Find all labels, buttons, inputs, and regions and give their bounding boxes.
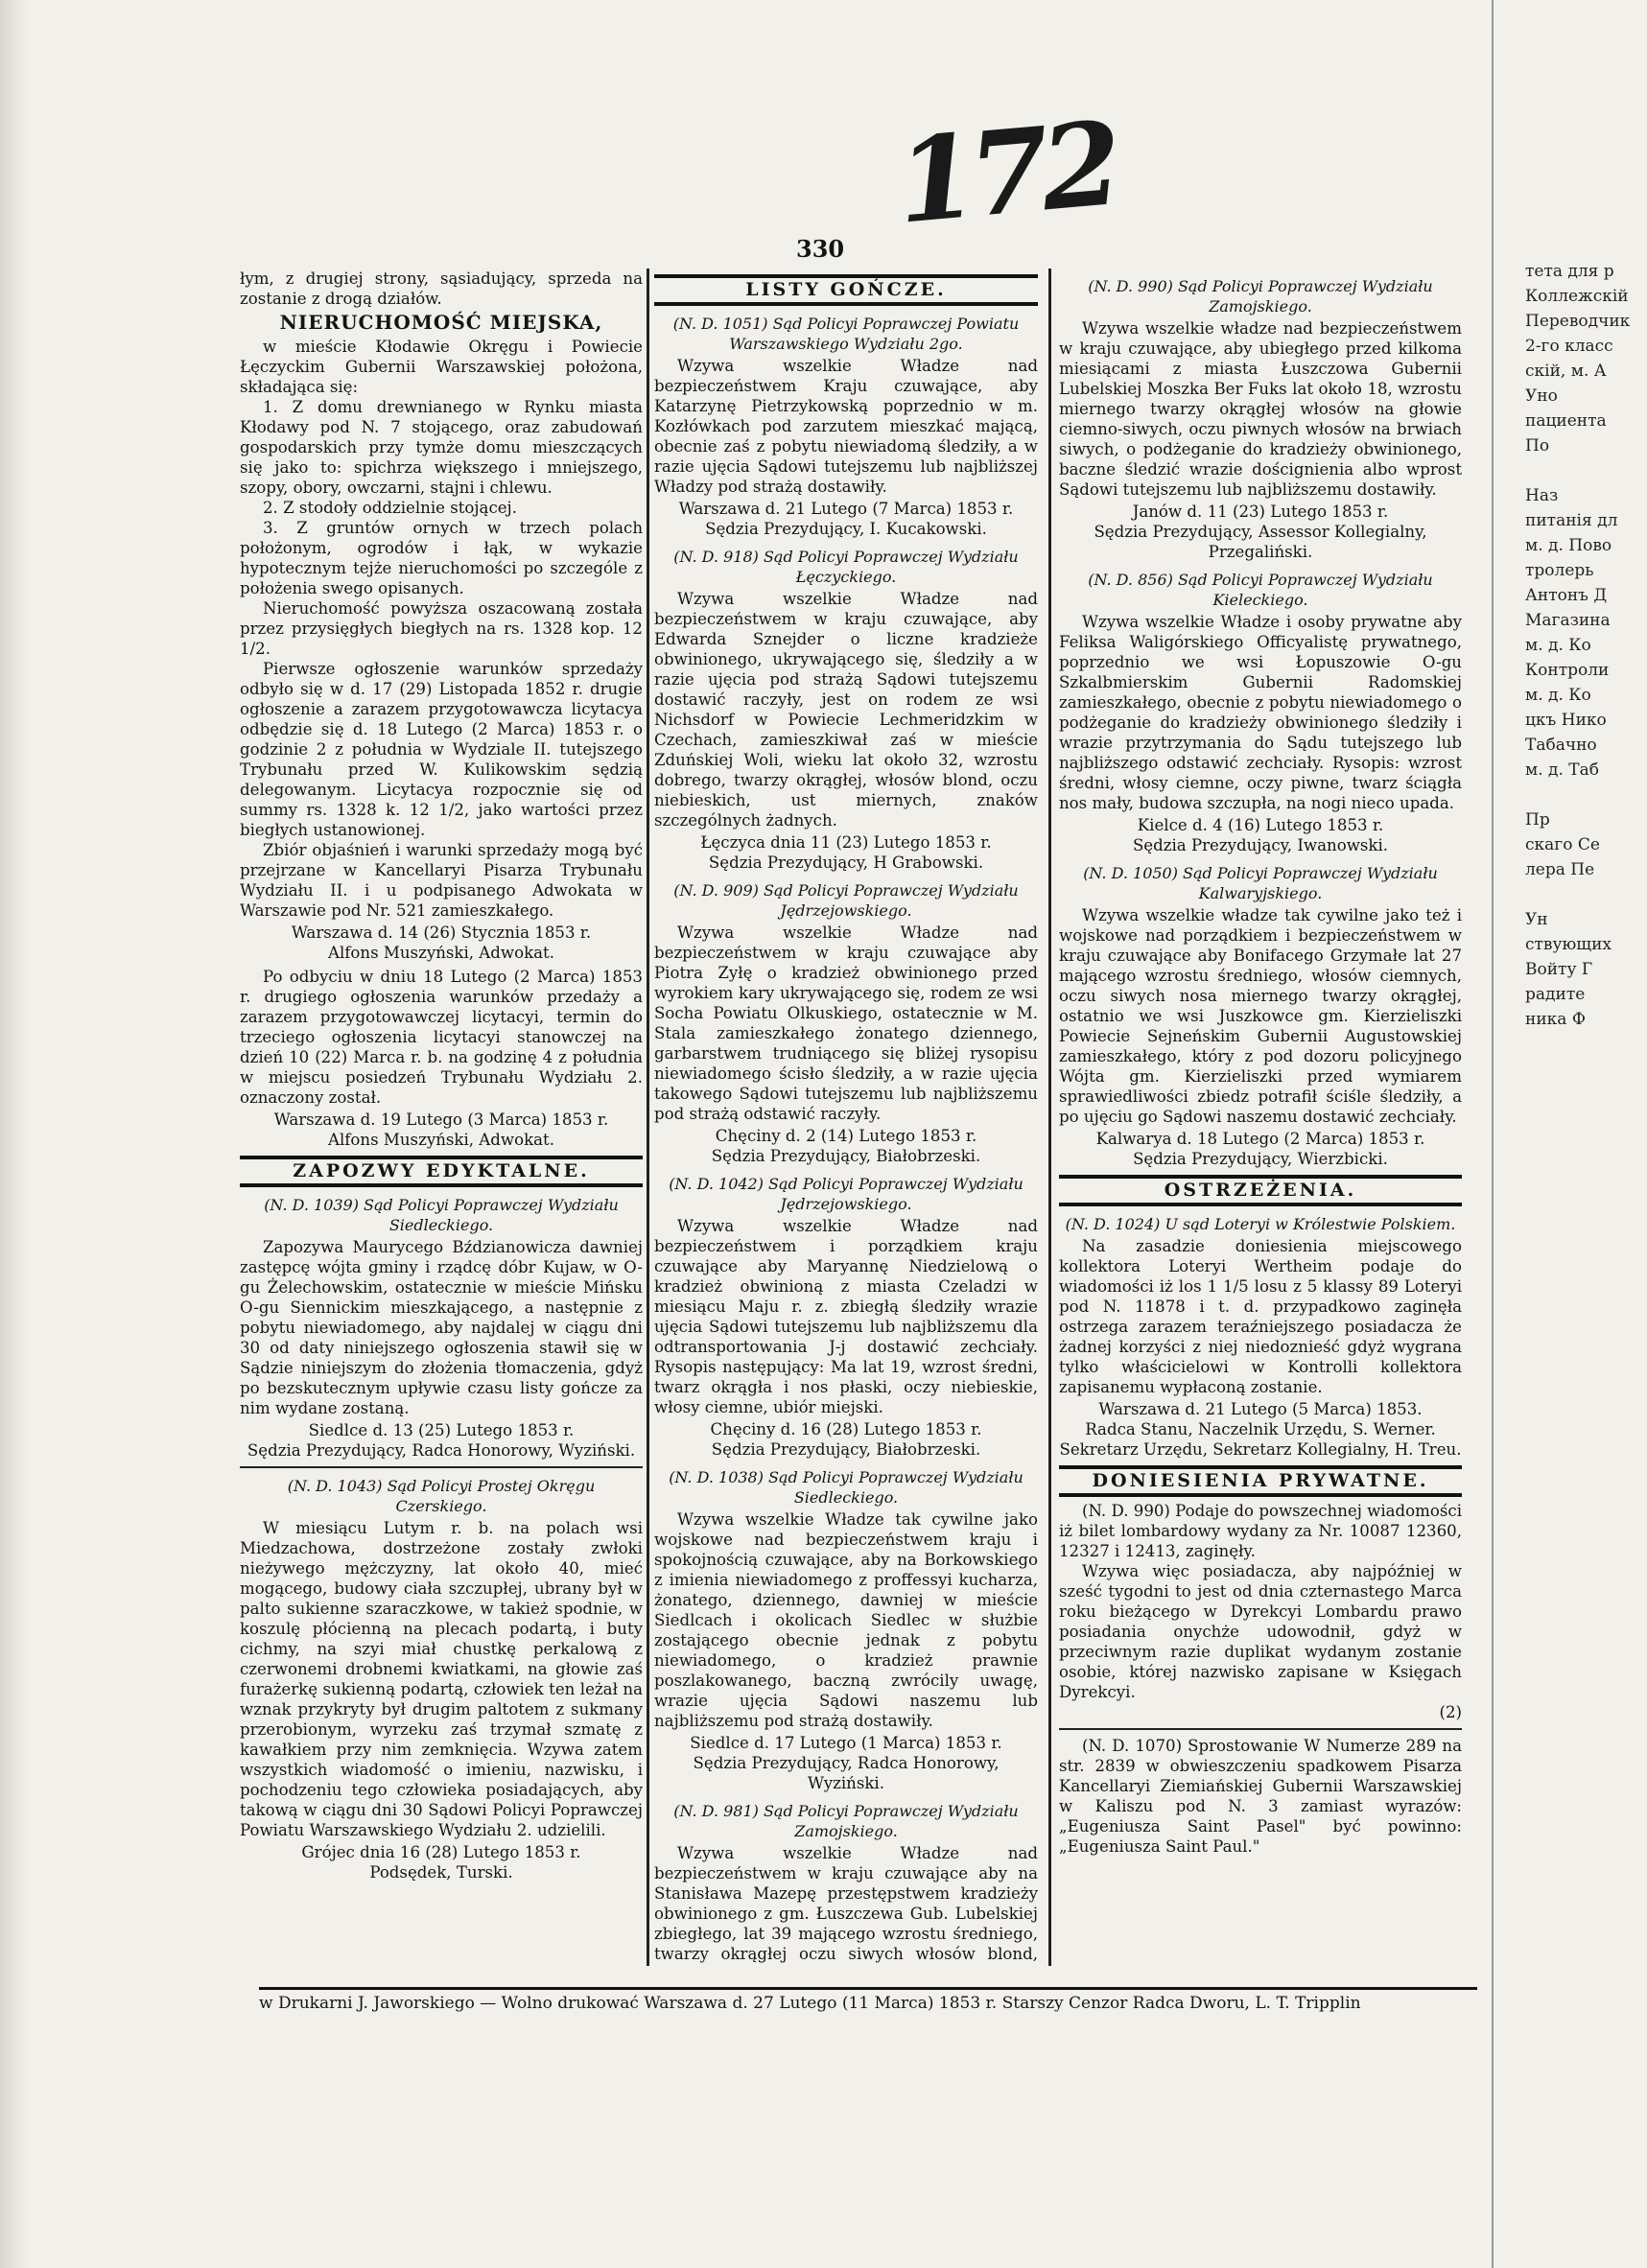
paragraph: Po odbyciu w dniu 18 Lutego (2 Marca) 1853 r. drugiego ogłoszenia warunków przedaży a zarazem przygotowawczej licytacyi, termin do trzeciego ogłoszenia licytacyi stanowczej na dzień 10 (22) Marca r. b. na godzinę 4 z południa w miejscu posiedzeń Trybunału Wydziału 2. oznaczony został. [240, 968, 643, 1107]
page-number: 330 [796, 235, 845, 263]
date-line: Warszawa d. 14 (26) Stycznia 1853 r. [291, 924, 592, 942]
adjacent-page-text [1525, 259, 1647, 2177]
signature: Sędzia Prezydujący, Białobrzeski. [711, 1147, 981, 1165]
signature: Sędzia Prezydujący, Wierzbicki. [1133, 1150, 1388, 1168]
notice-header: (N. D. 1042) Sąd Policyi Poprawczej Wydziału Jędrzejowskiego. [669, 1175, 1023, 1213]
date-line: Kalwarya d. 18 Lutego (2 Marca) 1853 r. [1095, 1130, 1425, 1148]
notice-header: (N. D. 990) Sąd Policyi Poprawczej Wydziału Zamojskiego. [1088, 277, 1433, 316]
divider [240, 1466, 643, 1468]
date-line: Grójec dnia 16 (28) Lutego 1853 r. [301, 1843, 581, 1861]
paragraph: 3. Z gruntów ornych w trzech polach położonym, ogrodów i łąk, w wykazie hypotecznym tejże nieruchomości po szczególe z położenia swego opisanych. [240, 519, 643, 597]
paragraph: Na zasadzie doniesienia miejscowego kollektora Loteryi Wertheim podaje do wiadomości iż los 1 1/5 losu z 5 klassy 89 Loteryi pod N. 11878 i t. d. przypadkowo zaginęła ostrzega zarazem teraźniejszego posiadacza że żadnej korzyści z niej niedoznieść gdyż wygrana tylko właścicielowi w Kontrolli kollektora zapisanemu wypłaconą zostanie. [1059, 1237, 1462, 1396]
adjacent-page-line: цкъ Нико [1525, 711, 1607, 730]
date-line: Chęciny d. 16 (28) Lutego 1853 r. [710, 1420, 982, 1438]
notice-header: (N. D. 1024) U sąd Loteryi w Królestwie Polskiem. [1065, 1215, 1456, 1233]
column-3 [1059, 269, 1462, 1966]
adjacent-page-line: Табачно [1525, 736, 1597, 755]
adjacent-page-line: пациента [1525, 411, 1607, 431]
adjacent-page-line [1525, 783, 1647, 807]
column-1 [240, 269, 643, 1966]
date-line: Siedlce d. 17 Lutego (1 Marca) 1853 r. [690, 1734, 1002, 1752]
paragraph: Wzywa wszelkie Władze i osoby prywatne aby Feliksa Waligórskiego Officyalistę prywatnego, poprzednio we wsi Łopuszowie O-gu Szkalbmierskim Gubernii Radomskiej zamieszkałego, obecnie z pobytu niewiadomego o podżeganie do kradzieży obwinionego śledziły i wrazie przytrzymania do Sądu tutejszego lub najbliższego odstawić zechciały. Rysopis: wzrost średni, włosy ciemne, oczy piwne, twarz ściągła nos mały, budowa szczupła, na nogi nieco upada. [1059, 613, 1462, 812]
page-edge [1492, 0, 1494, 2268]
handwritten-page-number: 172 [891, 96, 1120, 250]
adjacent-page-line: лера Пе [1525, 860, 1595, 879]
section-heading: NIERUCHOMOŚĆ MIEJSKA, [279, 311, 603, 334]
signature: Radca Stanu, Naczelnik Urzędu, S. Werner. Sekretarz Urzędu, Sekretarz Kollegialny, H. Treu. [1059, 1420, 1462, 1459]
adjacent-page-line [1525, 882, 1647, 907]
paragraph: Pierwsze ogłoszenie warunków sprzedaży odbyło się w d. 17 (29) Listopada 1852 r. drugie ogłoszenie a zarazem przygotowawcza licytacya odbędzie się d. 18 Lutego (2 Marca) 1853 r. o godzinie 2 z południa w Wydziale II. tutejszego Trybunału przed W. Kulikowskim sędzią delegowanym. Licytacya rozpocznie się od summy rs. 1328 k. 12 1/2, jako wartości przez biegłych ustanowionej. [240, 660, 643, 839]
signature: Podsędek, Turski. [369, 1863, 513, 1882]
notice-header: (N. D. 1051) Sąd Policyi Poprawczej Powiatu Warszawskiego Wydziału 2go. [672, 315, 1020, 353]
date-line: Siedlce d. 13 (25) Lutego 1853 r. [308, 1421, 575, 1439]
adjacent-page-line: ствующих [1525, 935, 1612, 954]
adjacent-page-line: Антонъ Д [1525, 586, 1608, 605]
signature: Sędzia Prezydujący, Radca Honorowy, Wyziński. [693, 1754, 1000, 1792]
adjacent-page-line: м. д. Ко [1525, 636, 1591, 655]
adjacent-page-line: тета для р [1525, 262, 1614, 281]
adjacent-page-line: Переводчик [1525, 312, 1631, 331]
signature: Sędzia Prezydujący, I. Kucakowski. [705, 520, 987, 538]
column-rule [647, 269, 649, 1966]
adjacent-page-line: Контроли [1525, 661, 1610, 680]
paragraph: Wzywa wszelkie władze nad bezpieczeństwem w kraju czuwające, aby ubiegłego przed kilkoma miesiącami z miasta Łuszczowa Gubernii Lubelskiej Moszka Ber Fuks lat około 18, wzrostu miernego twarzy okrągłej włosów na głowie ciemno-siwych, oczu piwnych włosów na brwiach siwych, o podżeganie do kradzieży obwinionego, baczne śledzić wrazie doścignienia albo wprost Sądowi tutejszemu lub najbliższemu dostawiły. [1059, 319, 1462, 499]
section-heading: ZAPOZWY EDYKTALNE. [240, 1156, 643, 1187]
adjacent-page-line: Уно [1525, 386, 1558, 406]
notice-header: (N. D. 1038) Sąd Policyi Poprawczej Wydziału Siedleckiego. [669, 1468, 1023, 1507]
notice-tag: (2) [1439, 1703, 1462, 1721]
notice-header: (N. D. 990) Podaje do powszechnej wiadomości iż bilet lombardowy wydany za Nr. 10087 12360, 12327 i 12413, zaginęły. [1059, 1502, 1462, 1560]
adjacent-page-line: питанія дл [1525, 511, 1618, 530]
paragraph: Wzywa wszelkie Władze nad bezpieczeństwem Kraju czuwające, aby Katarzynę Pietrzykowską poprzednio w m. Kozłówkach pod zarzutem mieszkać mającą, obecnie zaś z pobytu niewiadomą śledziły, a w razie ujęcia Sądowi tutejszemu lub najbliższej Władzy pod strażą dostawiły. [654, 357, 1038, 496]
paragraph: (N. D. 1070) Sprostowanie W Numerze 289 na str. 2839 w obwieszczeniu spadkowem Pisarza Kancellaryi Ziemiańskiej Gubernii Warszawskiej w Kaliszu pod N. 3 zamiast wyrazów: „Eugeniusza Saint Pasel" być powinno: „Eugeniusza Saint Paul." [1059, 1737, 1462, 1856]
signature: Sędzia Prezydujący, Białobrzeski. [711, 1440, 981, 1459]
column-rule [1048, 269, 1051, 1966]
signature: Alfons Muszyński, Adwokat. [327, 944, 554, 962]
date-line: Janów d. 11 (23) Lutego 1853 r. [1132, 503, 1389, 521]
divider [1059, 1728, 1462, 1730]
adjacent-page-line: Пр [1525, 810, 1550, 830]
signature: Sędzia Prezydujący, Radca Honorowy, Wyziński. [247, 1441, 636, 1460]
scan-shadow [0, 0, 29, 2268]
paragraph: 2. Z stodoły oddzielnie stojącej. [263, 499, 517, 517]
date-line: Warszawa d. 21 Lutego (7 Marca) 1853 r. [678, 500, 1014, 518]
date-line: Kielce d. 4 (16) Lutego 1853 r. [1137, 816, 1384, 834]
imprint-footer: w Drukarni J. Jaworskiego — Wolno drukować Warszawa d. 27 Lutego (11 Marca) 1853 r. Starszy Cenzor Radca Dworu, L. T. Tripplin [259, 1987, 1477, 2013]
date-line: Warszawa d. 19 Lutego (3 Marca) 1853 r. [273, 1111, 609, 1129]
adjacent-page-line: ника Ф [1525, 1010, 1586, 1029]
paragraph: 1. Z domu drewnianego w Rynku miasta Kłodawy pod N. 7 stojącego, oraz zabudowań gospodarskich przy tymże domu mieszczących się jako to: spichrza większego i mniejszego, szopy, obory, owczarni, stajni i chlewu. [240, 398, 643, 497]
section-heading: DONIESIENIA PRYWATNE. [1059, 1465, 1462, 1497]
paragraph: Wzywa wszelkie Władze nad bezpieczeństwem w kraju czuwające aby na Stanisława Mazepę przestępstwem kradzieży obwinionego z gm. Łuszczewa Gub. Lubelskiej zbiegłego, lat 39 mającego wzrostu średniego, twarzy okrągłej oczu siwych włosów blond, [654, 1844, 1038, 1963]
paragraph: W miesiącu Lutym r. b. na polach wsi Miedzachowa, dostrzeżone zostały zwłoki nieżywego mężczyzny, lat około 40, mieć mogącego, budowy ciała szczupłej, ubrany był w palto sukienne szaraczkowe, w takież spodnie, w koszulę płócienną na plecach podartą, i buty cichmy, na szyi miał chustkę perkalową z czerwonemi drobnemi kwiatkami, na głowie zaś furażerkę sukienną podartą, człowiek ten leżał na wznak przykryty był drugim paltotem z sukmany przerobionym, wyrzeku zaś trzymał szmatę z kawałkiem przy nim zemknięcia. Wzywa zatem wszystkich wiadomość o imieniu, nazwisku, i pochodzeniu tego człowieka posiadających, aby takową w ciągu dni 30 Sądowi Policyi Poprawczej Powiatu Warszawskiego Wydziału 2. udzielili. [240, 1519, 643, 1839]
adjacent-page-line [1525, 458, 1647, 483]
signature: Alfons Muszyński, Adwokat. [327, 1131, 554, 1149]
date-line: Warszawa d. 21 Lutego (5 Marca) 1853. [1098, 1400, 1423, 1418]
adjacent-page-line: скій, м. А [1525, 362, 1607, 381]
paragraph: Zapozywa Maurycego Bździanowicza dawniej zastępcę wójta gminy i rządcę dóbr Kujaw, w O-gu Żelechowskim, ostatecznie w mieście Mińsku O-gu Siennickim mieszkającego, a następnie z pobytu niewiadomego, aby najdalej w ciągu dni 30 od daty niniejszego ogłoszenia stawił się w Sądzie niniejszym do złożenia tłomaczenia, gdyż po bezskutecznym upływie czasu listy gończe za nim wydane zostaną. [240, 1238, 643, 1417]
signature: Sędzia Prezydujący, Assessor Kollegialny, Przegaliński. [1094, 523, 1427, 561]
date-line: Chęciny d. 2 (14) Lutego 1853 r. [715, 1127, 977, 1145]
paragraph: Wzywa wszelkie Władze nad bezpieczeństwem w kraju czuwające, aby Edwarda Sznejder o liczne kradzieże obwinionego, ukrywającego się, śledziły a w razie ujęcia pod strażą Sądowi tutejszemu dostawić raczyły, jest on rodem ze wsi Nichsdorf w Powiecie Lechmeridzkim w Czechach, zamieszkiwał zaś w mieście Zduńskiej Woli, wieku lat około 32, wzrostu dobrego, twarzy okrągłej, włosów blond, oczu niebieskich, ust miernych, znaków szczególnych żadnych. [654, 590, 1038, 830]
signature: Sędzia Prezydujący, Iwanowski. [1132, 836, 1389, 854]
paragraph: Wzywa wszelkie władze tak cywilne jako też i wojskowe nad porządkiem i bezpieczeństwem w kraju czuwające aby Bonifacego Grzymałe lat 27 mającego wzrostu średniego, włosów ciemnych, oczu siwych nosa miernego twarzy okrągłej, ostatnio we wsi Juszkowce gm. Kierzieliszki Powiecie Sejneńskim Gubernii Augustowskiej zamieszkałego, który z pod dozoru policyjnego Wójta gm. Kierzieliszki przed wymiarem sprawiedliwości zbiedz potrafił ściśle śledziły, a po ujęciu go Sądowi naszemu dostawić zechciały. [1059, 906, 1462, 1126]
notice-header: (N. D. 909) Sąd Policyi Poprawczej Wydziału Jędrzejowskiego. [673, 881, 1019, 920]
adjacent-page-line: Коллежскій [1525, 287, 1629, 306]
adjacent-page-line: Наз [1525, 486, 1559, 505]
signature: Sędzia Prezydujący, H Grabowski. [708, 853, 984, 872]
notice-header: (N. D. 918) Sąd Policyi Poprawczej Wydziału Łęczyckiego. [673, 548, 1019, 586]
paragraph: Wzywa więc posiadacza, aby najpóźniej w sześć tygodni to jest od dnia czternastego Marca roku bieżącego w Dyrekcyi Lombardu prawo posiadania onychże udowodnił, gdyż w przeciwnym razie duplikat wydanym zostanie osobie, której nazwisko zapisane w Księgach Dyrekcyi. [1059, 1562, 1462, 1701]
intro-text: łym, z drugiej strony, sąsiadujący, sprzeda na zostanie z drogą działów. [240, 269, 643, 308]
adjacent-page-line: 2-го класс [1525, 337, 1613, 356]
adjacent-page-line: тролерь [1525, 561, 1594, 580]
adjacent-page-line: Магазина [1525, 611, 1611, 630]
section-heading: LISTY GOŃCZE. [654, 274, 1038, 306]
paragraph: Nieruchomość powyższa oszacowaną została przez przysięgłych biegłych na rs. 1328 kop. 12 1/2. [240, 599, 643, 658]
paragraph: Wzywa wszelkie Władze nad bezpieczeństwem w kraju czuwające aby Piotra Zyłę o kradzież obwinionego przed wyrokiem kary ukrywającego się, rodem ze wsi Socha Powiatu Olkuskiego, ostatecznie w M. Stala zamieszkałego żonatego dziennego, garbarstwem trudniącego się bliżej rysopisu niewiadomego ścisło śledziły, a w razie ujęcia takowego Sądowi tutejszemu lub najbliższemu pod strażą odstawić raczyły. [654, 924, 1038, 1123]
adjacent-page-line: м. д. Таб [1525, 760, 1600, 780]
adjacent-page-line: м. д. Пово [1525, 536, 1612, 555]
column-2 [654, 269, 1038, 1966]
paragraph: Wzywa wszelkie Władze nad bezpieczeństwem i porządkiem kraju czuwające aby Maryannę Niedzielową o kradzież obwinioną z miasta Czeladzi w miesiącu Maju r. z. zbiegłą śledziły wrazie ujęcia Sądowi tutejszemu lub najbliższemu dla odtransportowania J-j dostawić zechciały. Rysopis następujący: Ma lat 19, wzrost średni, twarz okrągła i nos płaski, oczy niebieskie, włosy ciemne, ubiór miejski. [654, 1217, 1038, 1416]
adjacent-page-line: скаго Се [1525, 835, 1600, 854]
adjacent-page-line: Ун [1525, 910, 1548, 929]
notice-header: (N. D. 981) Sąd Policyi Poprawczej Wydziału Zamojskiego. [673, 1802, 1019, 1840]
notice-header: (N. D. 1050) Sąd Policyi Poprawczej Wydziału Kalwaryjskiego. [1083, 864, 1438, 902]
notice-header: (N. D. 1039) Sąd Policyi Poprawczej Wydziału Siedleckiego. [264, 1196, 619, 1234]
notice-header: (N. D. 856) Sąd Policyi Poprawczej Wydziału Kieleckiego. [1088, 571, 1433, 609]
paragraph: w mieście Kłodawie Okręgu i Powiecie Łęczyckim Gubernii Warszawskiej położona, składająca się: [240, 338, 643, 396]
adjacent-page-line: Войту Г [1525, 960, 1593, 979]
notice-header: (N. D. 1043) Sąd Policyi Prostej Okręgu Czerskiego. [287, 1477, 596, 1515]
adjacent-page-line: м. д. Ко [1525, 686, 1591, 705]
adjacent-page-line: По [1525, 436, 1550, 456]
paragraph: Wzywa wszelkie Władze tak cywilne jako wojskowe nad bezpieczeństwem kraju i spokojnością czuwające, aby na Borkowskiego z imienia niewiadomego z proffessyi kucharza, żonatego, dziennego, dawniej w mieście Siedlcach i okolicach Siedlec w służbie zostającego obecnie jednak z pobytu niewiadomego, o kradzież prawnie poszlakowanego, baczną zwrócily uwagę, wrazie ujęcia Sądowi naszemu lub najbliższemu pod strażą dostawiły. [654, 1510, 1038, 1730]
paragraph: Zbiór objaśnień i warunki sprzedaży mogą być przejrzane w Kancellaryi Pisarza Trybunału Wydziału II. i u podpisanego Adwokata w Warszawie pod Nr. 521 zamieszkałego. [240, 841, 643, 920]
section-heading: OSTRZEŻENIA. [1059, 1175, 1462, 1206]
adjacent-page-line: радите [1525, 985, 1586, 1004]
date-line: Łęczyca dnia 11 (23) Lutego 1853 r. [700, 833, 992, 852]
